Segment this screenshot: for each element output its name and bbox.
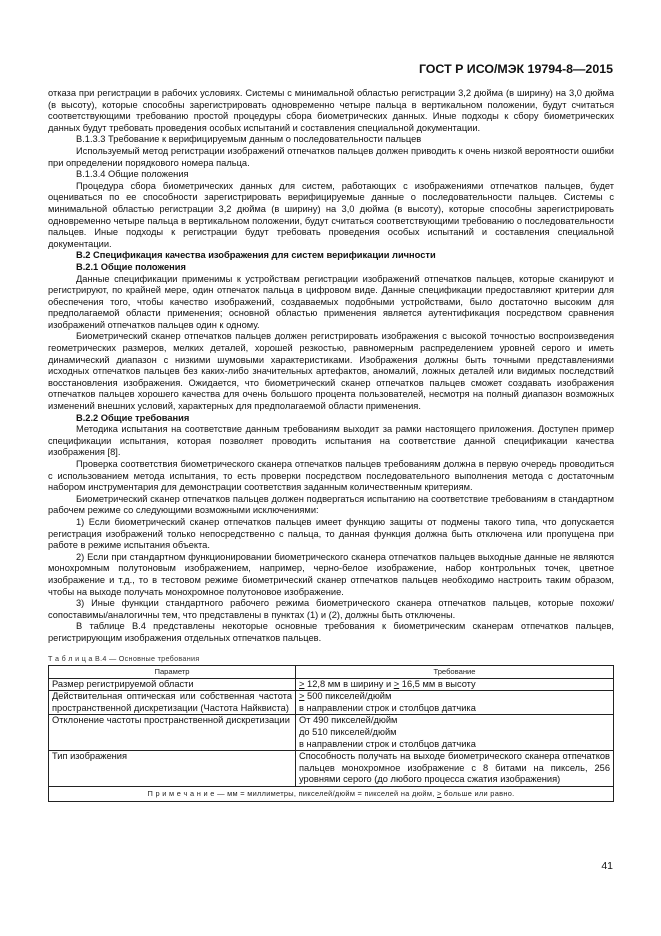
list-item: 2) Если при стандартном функционировании биометрического сканера отпечатков пальцев выходные данные не являются монохромным полутоновым изображением, например, черно-белое изображение, набор контрольных точек, цветное изображение и т.д., то в тестовом режиме биометрический сканер отпечатков пальцев необходимо настроить таким образом, чтобы на выходе получать монохромное полутоновое изображение. [48,551,614,597]
note-text: П р и м е ч а н и е — мм = миллиметры, пикселей/дюйм = пикселей на дюйм, [147,789,437,799]
document-header: ГОСТ Р ИСО/МЭК 19794-8—2015 [418,62,613,76]
table-cell [296,678,614,691]
cell-text: в направлении строк и столбцов датчика [299,702,476,713]
list-item: 3) Иные функции стандартного рабочего режима биометрического сканера отпечатков пальцев, которые похожи/сопоставимы/аналогичны тем, что представлены в пунктах (1) и (2), должны быть отключены. [48,598,614,620]
cell-text: 16,5 мм в высоту [399,678,476,689]
ge-sign: > [299,678,305,689]
paragraph: Биометрический сканер отпечатков пальцев должен подвергаться испытанию на соответствие требованиям в стандартном рабочем режиме со следующими возможными исключениями: [48,493,614,516]
cell-text: 12,8 мм в ширину и [304,678,394,689]
table-cell [296,715,614,751]
table-cell: Отклонение частоты пространственной дискретизации [49,715,296,751]
cell-text: до 510 пикселей/дюйм [299,727,397,738]
section-heading: В.1.3.4 Общие положения [76,169,189,180]
table-row [49,678,614,691]
table-cell: Размер регистрируемой области [49,678,296,691]
section-heading: В.2 Спецификация качества изображения для систем верификации личности [76,250,436,261]
cell-text: От 490 пикселей/дюйм [299,715,398,726]
ge-sign: > [393,678,400,689]
paragraph: В таблице В.4 представлены некоторые основные требования к биометрическим сканерам отпечатков пальцев, регистрирующим изображения отдельных отпечатков пальцев. [48,621,614,643]
cell-text: 500 пикселей/дюйм [304,691,392,702]
table-note [49,787,614,802]
paragraph: Методика испытания на соответствие данным требованиям выходит за рамки настоящего приложения. Доступен пример спецификации испытания, которая позволяет проводить испытания на соответствие данной спецификации качества изображения [8]. [48,424,614,458]
paragraph: отказа при регистрации в рабочих условиях. Системы с минимальной областью регистрации 3,2 дюйма (в ширину) на 3,0 дюйма (в высоту), которые способны зарегистрировать одновременно четыре пальца в вертикальном положении, будут считаться соответствующими требованию простой процедуры сбора биометрических данных. Иные подходы к сбору биометрических данных будут требовать проведения особых испытаний и составления специальной документации. [48,88,614,133]
table-cell: Тип изображения [49,751,296,787]
table-caption: Т а б л и ц а В.4 — Основные требования [48,653,200,663]
requirements-table [48,665,614,802]
paragraph: Используемый метод регистрации изображений отпечатков пальцев должен приводить к очень низкой вероятности ошибки при определении порядкового номера пальца. [48,145,614,168]
table-row [49,691,614,715]
page-number: 41 [601,860,613,872]
table-cell: Способность получать на выходе биометрического сканера отпечатков пальцев монохромное изображение с 8 битами на пиксель, 256 уровнями серого (до любого процесса сжатия изображения) [296,751,614,787]
table-header-row [49,666,614,679]
section-heading: В.2.1 Общие положения [76,261,186,272]
column-header-parameter: Параметр [49,666,296,679]
column-header-requirement: Требование [296,666,614,679]
paragraph: Проверка соответствия биометрического сканера отпечатков пальцев требованиям должна в первую очередь проводиться с использованием метода испытания, то есть проверки посредством последовательного выполнения метода с достаточным набором инструментария для демонстрации соответствия заданным количественным критериям. [48,459,614,493]
cell-text: в направлении строк и столбцов датчика [299,738,476,749]
table-note-row [49,787,614,802]
paragraph: Процедура сбора биометрических данных для систем, работающих с изображениями отпечатков пальцев, будет оцениваться по ее способности зарегистрировать верифицируемые данные о последовательности пальцев. Системы с минимальной областью регистрации 3,2 дюйма (в ширину) на 3,0 дюйма (в высоту), которые способны зарегистрировать одновременно четыре пальца в вертикальном положении, будут считаться соответствующими требованию о последовательности пальцев. Иные подходы к регистрации будут требовать проведения особых испытаний и составления специальной документации. [48,180,614,249]
ge-sign: > [299,691,305,702]
table-row [49,715,614,751]
section-heading: В.1.3.3 Требование к верифицируемым данным о последовательности пальцев [76,134,422,145]
document-body [48,88,614,802]
note-text: больше или равно. [441,789,515,799]
paragraph: Данные спецификации применимы к устройствам регистрации изображений отпечатков пальцев, которые сканируют и регистрируют, по крайней мере, один отпечаток пальца в цифровом виде. Данные спецификации предоставляют критерии для обеспечения того, чтобы качество изображений, создаваемых подобными устройствами, было достаточно высоким для предполагаемой области применения; основной областью применения является аутентификация посредством сравнения изображений отпечатков пальцев один к одному. [48,273,614,330]
table-cell: Действительная оптическая или собственная частота пространственной дискретизации (Частота Найквиста) [49,691,296,715]
paragraph: Биометрический сканер отпечатков пальцев должен регистрировать изображения с высокой точностью воспроизведения геометрических размеров, мелких деталей, хорошей резкостью, равномерным распределением уровней серого и иметь динамический диапазон с низкими шумовыми характеристиками. Изображения должны быть точными представлениями исходных отпечатков пальцев без каких-либо значительных артефактов, аномалий, ложных деталей или видимых последствий восстановления изображения. Ожидается, что биометрический сканер отпечатков пальцев сможет создавать изображения отпечатков пальцев хорошего качества для очень большого процента пользователей, несмотря на полный диапазон возможных изменений внешних условий, характерных для предполагаемой области применения. [48,331,614,412]
table-row [49,751,614,787]
list-item: 1) Если биометрический сканер отпечатков пальцев имеет функцию защиты от подмены такого типа, что допускается регистрация изображений только непосредственно с пальца, то данная функция должна быть отключена или пропущена при работе в режиме испытания объекта. [48,516,614,551]
ge-sign: > [436,789,442,799]
section-heading: В.2.2 Общие требования [76,412,190,423]
table-cell [296,691,614,715]
